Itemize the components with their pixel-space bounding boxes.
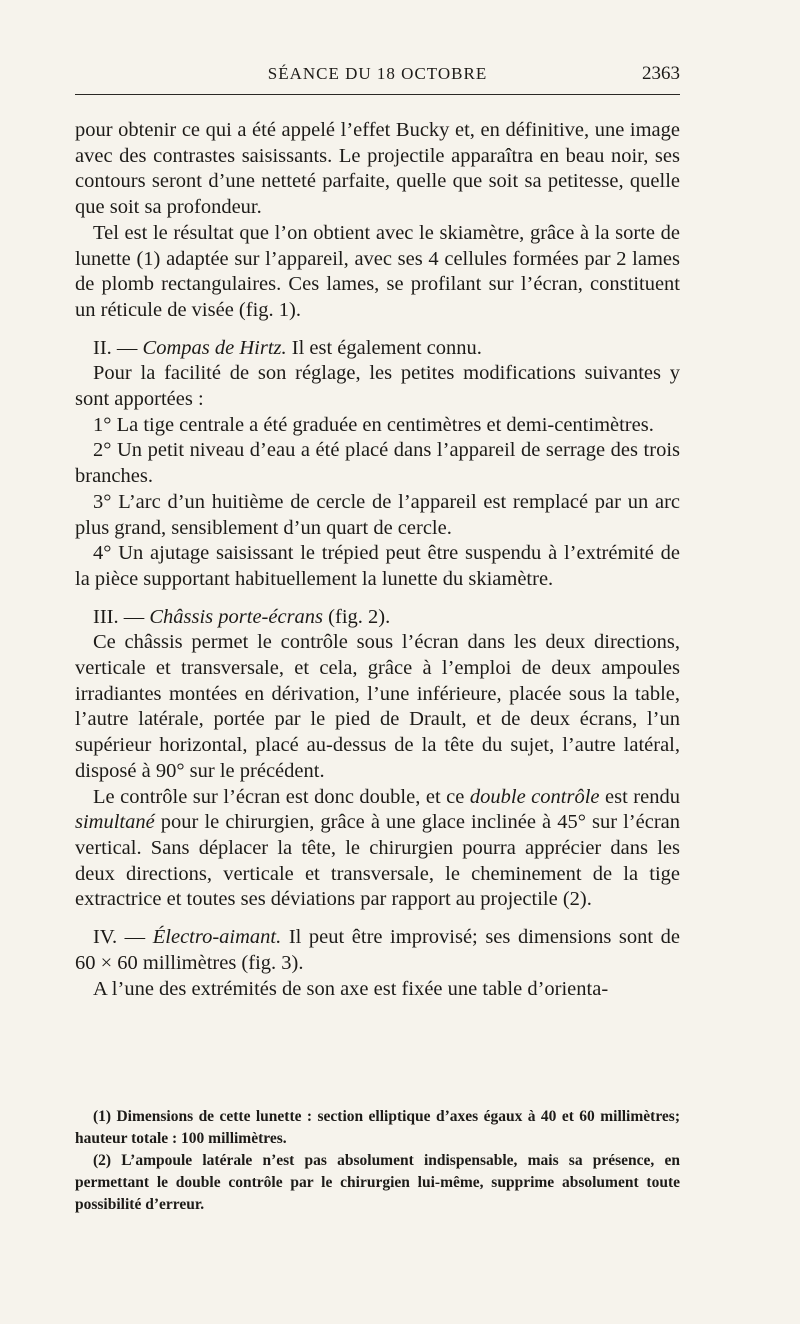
emphasis: double contrôle [469, 785, 600, 808]
list-item: 4° Un ajutage saisissant le trépied peut être suspendu à l’extrémité de la pièce supportant habituellement la lunette du skiamètre. [75, 542, 680, 590]
paragraph [75, 785, 680, 914]
text-run: est rendu [599, 785, 680, 808]
emphasis: simultané [75, 811, 155, 834]
paragraph: Ce châssis permet le contrôle sous l’écran dans les deux directions, verticale et transversale, et cela, grâce à l’emploi de deux ampoules irradiantes montées en dérivation, l’une inférieure, placée sous la table, l’autre latérale, portée par le pied de Drault, et de deux écrans, l’un supérieur horizontal, placé au-dessus de la tête du sujet, l’autre latéral, disposé à 90° sur le précédent. [75, 631, 680, 782]
section-heading-iii [75, 605, 680, 631]
section-heading-iv [75, 925, 680, 976]
section-heading-ii [75, 336, 680, 362]
section-number: IV. — [93, 926, 153, 949]
text-run: pour le chirurgien, grâce à une glace inclinée à 45° sur l’écran vertical. Sans déplacer la tête, le chirurgien pourra apprécier dans les deux directions, verticale et transversale, le cheminement de la tige extractrice et toutes ses déviations par rapport au projectile (2). [75, 811, 680, 911]
section-title: Châssis porte-écrans [149, 605, 324, 628]
footnote-1: (1) Dimensions de cette lunette : section elliptique d’axes égaux à 40 et 60 millimètres; hauteur totale : 100 millimètres. [75, 1108, 680, 1147]
body-text [75, 118, 680, 1002]
page-number: 2363 [642, 63, 680, 84]
paragraph: pour obtenir ce qui a été appelé l’effet Bucky et, en définitive, une image avec des contrastes saisissants. Le projectile apparaîtra en beau noir, ses contours seront d’une netteté parfaite, quelle que soit sa petitesse, quelle que soit sa profondeur. [75, 119, 680, 219]
footnote-2: (2) L’ampoule latérale n’est pas absolument indispensable, mais sa présence, en permettant le double contrôle par le chirurgien lui-même, supprime absolument toute possibilité d’erreur. [75, 1152, 680, 1213]
paragraph: Tel est le résultat que l’on obtient avec le skiamètre, grâce à la sorte de lunette (1) adaptée sur l’appareil, avec ses 4 cellules formées par 2 lames de plomb rectangulaires. Ces lames, se profilant sur l’écran, constituent un réticule de visée (fig. 1). [75, 221, 680, 321]
section-number: III. — [93, 605, 150, 628]
page-header [75, 60, 680, 95]
section-text: Il peut être improvisé; ses dimensions sont de 60 × 60 millimètres (fig. 3). [75, 926, 680, 974]
section-title: Électro-aimant. [152, 926, 282, 949]
section-text: (fig. 2). [323, 605, 391, 628]
running-head: SÉANCE DU 18 OCTOBRE [267, 64, 488, 83]
list-item: 2° Un petit niveau d’eau a été placé dans l’appareil de serrage des trois branches. [75, 439, 680, 488]
text-run: Le contrôle sur l’écran est donc double, et ce [93, 785, 470, 808]
paragraph: A l’une des extrémités de son axe est fixée une table d’orienta- [93, 977, 609, 1000]
section-title: Compas de Hirtz. [142, 336, 287, 359]
section-number: II. — [93, 336, 143, 359]
list-item: 3° L’arc d’un huitième de cercle de l’appareil est remplacé par un arc plus grand, sensiblement d’un quart de cercle. [75, 490, 680, 539]
footnotes [75, 1106, 680, 1216]
paragraph: Pour la facilité de son réglage, les petites modifications suivantes y sont apportées : [75, 362, 680, 411]
list-item: 1° La tige centrale a été graduée en centimètres et demi-centimètres. [93, 413, 654, 436]
section-text: Il est également connu. [286, 336, 482, 359]
